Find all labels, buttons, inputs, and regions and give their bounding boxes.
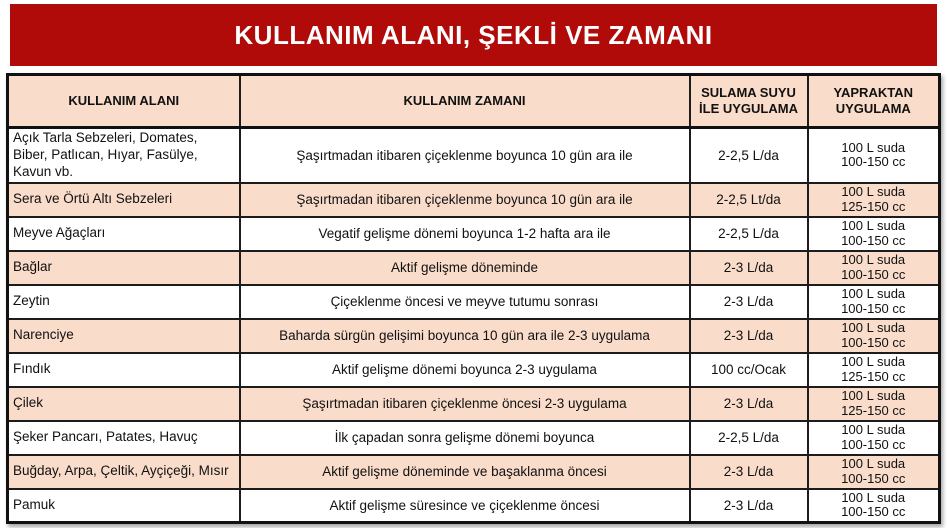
yapraktan-line2: 100-150 cc xyxy=(841,470,906,486)
cell-yapraktan xyxy=(808,183,940,217)
cell-yapraktan xyxy=(808,353,940,387)
cell-kullanim-zamani: Vegatif gelişme dönemi boyunca 1-2 hafta ara ile xyxy=(240,217,690,251)
yapraktan-line1: 100 L suda xyxy=(841,286,906,302)
cell-sulama-suyu: 100 cc/Ocak xyxy=(690,353,808,387)
cell-kullanim-alani: Meyve Ağaçları xyxy=(8,217,240,251)
cell-yapraktan xyxy=(808,455,940,489)
column-header-yapraktan: YAPRAKTAN UYGULAMA xyxy=(808,75,940,128)
cell-kullanim-alani: Buğday, Arpa, Çeltik, Ayçiçeği, Mısır xyxy=(8,455,240,489)
cell-kullanim-zamani: Şaşırtmadan itibaren çiçeklenme öncesi 2-3 uygulama xyxy=(240,387,690,421)
table-row xyxy=(8,285,940,319)
cell-yapraktan xyxy=(808,217,940,251)
cell-kullanim-alani: Çilek xyxy=(8,387,240,421)
cell-kullanim-alani: Bağlar xyxy=(8,251,240,285)
yapraktan-line2: 125-150 cc xyxy=(841,368,906,384)
table-row xyxy=(8,387,940,421)
table-row xyxy=(8,183,940,217)
column-header-kullanim-zamani: KULLANIM ZAMANI xyxy=(240,75,690,128)
cell-kullanim-zamani: Aktif gelişme süresince ve çiçeklenme öncesi xyxy=(240,489,690,523)
cell-kullanim-alani: Pamuk xyxy=(8,489,240,523)
table-row xyxy=(8,489,940,523)
yapraktan-line1: 100 L suda xyxy=(841,388,906,404)
page-title: KULLANIM ALANI, ŞEKLİ VE ZAMANI xyxy=(234,19,713,50)
cell-kullanim-zamani: İlk çapadan sonra gelişme dönemi boyunca xyxy=(240,421,690,455)
cell-sulama-suyu: 2-2,5 L/da xyxy=(690,128,808,183)
cell-kullanim-zamani: Aktif gelişme döneminde ve başaklanma öncesi xyxy=(240,455,690,489)
yapraktan-line2: 100-150 cc xyxy=(841,154,906,170)
cell-kullanim-alani: Zeytin xyxy=(8,285,240,319)
cell-sulama-suyu: 2-3 L/da xyxy=(690,387,808,421)
cell-sulama-suyu: 2-3 L/da xyxy=(690,251,808,285)
yapraktan-line2: 125-150 cc xyxy=(841,198,906,214)
title-banner xyxy=(10,4,937,66)
table-row xyxy=(8,217,940,251)
cell-kullanim-alani: Sera ve Örtü Altı Sebzeleri xyxy=(8,183,240,217)
yapraktan-line1: 100 L suda xyxy=(841,139,906,155)
cell-yapraktan xyxy=(808,285,940,319)
cell-kullanim-zamani: Aktif gelişme dönemi boyunca 2-3 uygulama xyxy=(240,353,690,387)
cell-sulama-suyu: 2-2,5 L/da xyxy=(690,421,808,455)
cell-kullanim-alani: Şeker Pancarı, Patates, Havuç xyxy=(8,421,240,455)
yapraktan-line2: 100-150 cc xyxy=(841,266,906,282)
yapraktan-line1: 100 L suda xyxy=(841,252,906,268)
cell-yapraktan xyxy=(808,421,940,455)
table-row xyxy=(8,455,940,489)
cell-kullanim-zamani: Aktif gelişme döneminde xyxy=(240,251,690,285)
cell-kullanim-alani: Narenciye xyxy=(8,319,240,353)
yapraktan-line2: 100-150 cc xyxy=(841,334,906,350)
cell-kullanim-alani: Fındık xyxy=(8,353,240,387)
table-row xyxy=(8,251,940,285)
yapraktan-line1: 100 L suda xyxy=(841,489,906,505)
table-row xyxy=(8,319,940,353)
cell-yapraktan xyxy=(808,251,940,285)
cell-kullanim-zamani: Şaşırtmadan itibaren çiçeklenme boyunca 10 gün ara ile xyxy=(240,128,690,183)
yapraktan-line2: 100-150 cc xyxy=(841,436,906,452)
cell-sulama-suyu: 2-2,5 Lt/da xyxy=(690,183,808,217)
table-row xyxy=(8,421,940,455)
yapraktan-line2: 100-150 cc xyxy=(841,300,906,316)
yapraktan-line2: 100-150 cc xyxy=(841,232,906,248)
yapraktan-line1: 100 L suda xyxy=(841,320,906,336)
cell-sulama-suyu: 2-3 L/da xyxy=(690,285,808,319)
yapraktan-line1: 100 L suda xyxy=(841,456,906,472)
cell-kullanim-zamani: Şaşırtmadan itibaren çiçeklenme boyunca 10 gün ara ile xyxy=(240,183,690,217)
yapraktan-line1: 100 L suda xyxy=(841,422,906,438)
table-row xyxy=(8,128,940,183)
yapraktan-line2: 100-150 cc xyxy=(841,504,906,520)
yapraktan-line1: 100 L suda xyxy=(841,218,906,234)
cell-kullanim-zamani: Çiçeklenme öncesi ve meyve tutumu sonrası xyxy=(240,285,690,319)
yapraktan-line1: 100 L suda xyxy=(841,184,906,200)
cell-yapraktan xyxy=(808,387,940,421)
cell-yapraktan xyxy=(808,128,940,183)
yapraktan-line1: 100 L suda xyxy=(841,354,906,370)
column-header-kullanim-alani: KULLANIM ALANI xyxy=(8,75,240,128)
cell-sulama-suyu: 2-3 L/da xyxy=(690,489,808,523)
cell-sulama-suyu: 2-3 L/da xyxy=(690,455,808,489)
yapraktan-line2: 125-150 cc xyxy=(841,402,906,418)
column-header-sulama-suyu: SULAMA SUYU İLE UYGULAMA xyxy=(690,75,808,128)
cell-yapraktan xyxy=(808,319,940,353)
table-row xyxy=(8,353,940,387)
usage-table xyxy=(6,73,941,524)
cell-sulama-suyu: 2-2,5 L/da xyxy=(690,217,808,251)
cell-sulama-suyu: 2-3 L/da xyxy=(690,319,808,353)
table-header-row xyxy=(8,75,940,128)
cell-kullanim-alani: Açık Tarla Sebzeleri, Domates, Biber, Patlıcan, Hıyar, Fasülye, Kavun vb. xyxy=(8,128,240,183)
cell-kullanim-zamani: Baharda sürgün gelişimi boyunca 10 gün ara ile 2-3 uygulama xyxy=(240,319,690,353)
cell-yapraktan xyxy=(808,489,940,523)
